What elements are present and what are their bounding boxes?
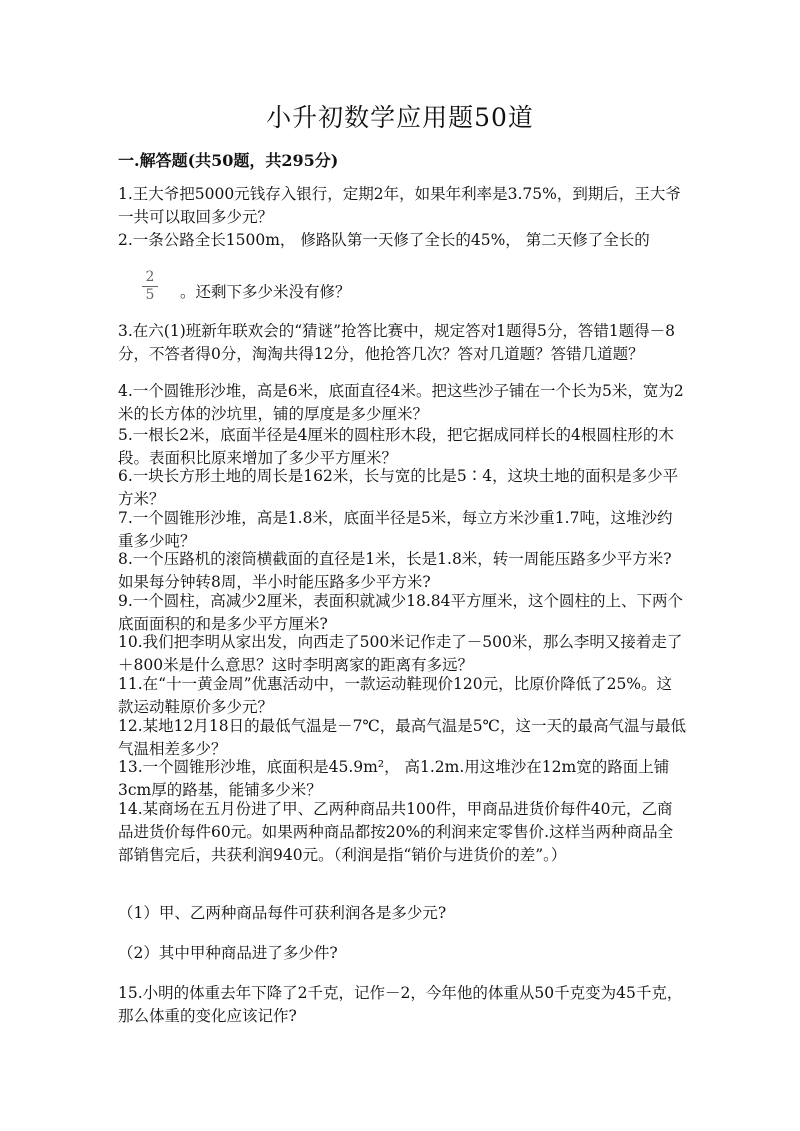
page-title: 小升初数学应用题50道 <box>266 103 534 132</box>
question-9: 9.一个圆柱，高减少2厘米，表面积就减少18.84平方厘米，这个圆柱的上、下两个底面面积的和是多少平方厘米? <box>118 592 684 633</box>
question-6: 6.一块长方形土地的周长是162米，长与宽的比是5∶4，这块土地的面积是多少平方米？ <box>118 467 679 508</box>
fraction-two-fifths <box>140 270 160 303</box>
question-11: 11.在“十一黄金周”优惠活动中，一款运动鞋现价120元，比原价降低了25%。这款运动鞋原价多少元？ <box>118 675 673 716</box>
question-8: 8.一个压路机的滚筒横截面的直径是1米，长是1.8米，转一周能压路多少平方米?如果每分钟转8周，半小时能压路多少平方米? <box>118 550 672 591</box>
question-15: 15.小明的体重去年下降了2千克，记作－2，今年他的体重从50千克变为45千克，那么体重的变化应该记作? <box>118 984 683 1025</box>
question-1: 1.王大爷把5000元钱存入银行，定期2年，如果年利率是3.75%，到期后，王大爷一共可以取回多少元？ <box>118 185 681 226</box>
question-14: 14.某商场在五月份进了甲、乙两种商品共100件，甲商品进货价每件40元，乙商品进货价每件60元。如果两种商品都按20%的利润来定零售价.这样当两种商品全部销售完后，共获利润940元。（利润是指“销价与进货价的差”。） <box>118 800 674 864</box>
question-3: 3.在六(1)班新年联欢会的“猜谜”抢答比赛中，规定答对1题得5分，答错1题得－8分，不答者得0分，淘淘共得12分，他抢答几次？答对几道题？答错几道题？ <box>118 322 676 363</box>
question-14-part-2: （2）其中甲种商品进了多少件? <box>118 944 338 962</box>
question-13: 13.一个圆锥形沙堆，底面积是45.9m²， 高1.2m.用这堆沙在12m宽的路面上铺3cm厚的路基，能铺多少米？ <box>118 758 670 799</box>
question-2: 2.一条公路全长1500m， 修路队第一天修了全长的45%， 第二天修了全长的 <box>118 231 650 249</box>
question-12: 12.某地12月18日的最低气温是－7℃，最高气温是5℃，这一天的最高气温与最低气温相差多少？ <box>118 717 686 758</box>
question-5: 5.一根长2米，底面半径是4厘米的圆柱形木段，把它据成同样长的4根圆柱形的木段。表面积比原来增加了多少平方厘米？ <box>118 426 674 467</box>
section-heading: 一.解答题(共50题，共295分) <box>118 151 339 170</box>
question-4: 4.一个圆锥形沙堆，高是6米，底面直径4米。把这些沙子铺在一个长为5米，宽为2米的长方体的沙坑里，铺的厚度是多少厘米？ <box>118 382 684 423</box>
fraction-numerator: 2 <box>145 269 155 285</box>
question-2-tail: 。还剩下多少米没有修？ <box>180 283 351 301</box>
question-10: 10.我们把李明从家出发，向西走了500米记作走了－500米，那么李明又接着走了＋800米是什么意思？这时李明离家的距离有多远？ <box>118 633 683 674</box>
question-7: 7.一个圆锥形沙堆，高是1.8米，底面半径是5米，每立方米沙重1.7吨，这堆沙约重多少吨？ <box>118 509 673 550</box>
question-14-part-1: （1）甲、乙两种商品每件可获利润各是多少元? <box>118 904 447 922</box>
fraction-denominator: 5 <box>145 287 155 303</box>
